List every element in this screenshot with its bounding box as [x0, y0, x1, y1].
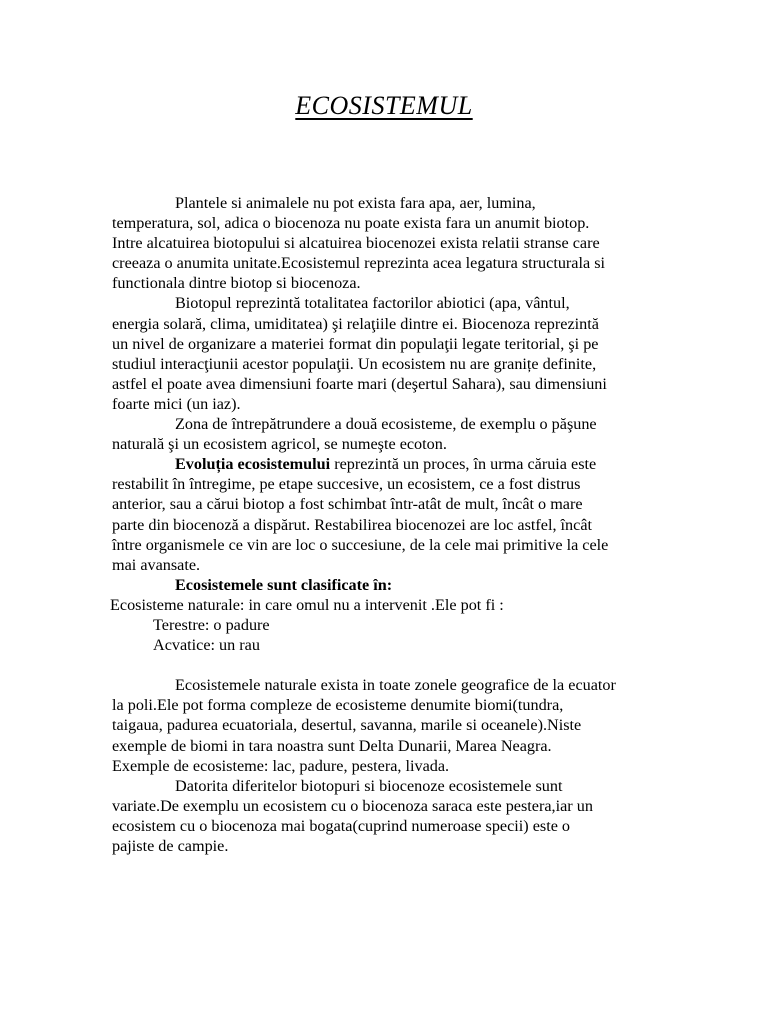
document-title: ECOSISTEMUL	[295, 91, 473, 120]
paragraph-6-line: ecosistem cu o biocenoza mai bogata(cuprind numeroase specii) este o	[112, 816, 571, 835]
paragraph-5-line: Ecosistemele naturale exista in toate zonele geografice de la ecuator	[175, 676, 616, 695]
aquatic-item: Acvatice: un rau	[153, 636, 260, 655]
paragraph-1-line: Plantele si animalele nu pot exista fara apa, aer, lumina,	[175, 194, 536, 212]
paragraph-3-line: naturală şi un ecosistem agricol, se numeşte ecoton.	[112, 435, 447, 454]
paragraph-2-line: Biotopul reprezintă totalitatea factorilor abiotici (apa, vântul,	[175, 294, 570, 313]
paragraph-1-line: creeaza o anumita unitate.Ecosistemul reprezinta acea legatura structurala si	[112, 254, 606, 273]
paragraph-5-line: la poli.Ele pot forma compleze de ecosisteme denumite biomi(tundra,	[112, 696, 564, 715]
classification-heading-text: Ecosistemele sunt clasificate în:	[175, 575, 393, 594]
terrestrial-item: Terestre: o padure	[153, 615, 270, 634]
paragraph-2-line: un nivel de organizare a materiei format din populaţii legate teritorial, şi pe	[112, 334, 599, 353]
paragraph-4-line: anterior, sau a cărui biotop a fost schimbat într-atât de mult, încât o mare	[112, 495, 583, 514]
paragraph-4-first-line	[112, 454, 672, 474]
paragraph-2-line: foarte mici (un iaz).	[112, 394, 241, 413]
paragraph-2-line: studiul interacţiunii acestor populaţii. Un ecosistem nu are granițe definite,	[112, 354, 597, 373]
paragraph-6-line: variate.De exemplu un ecosistem cu o biocenoza saraca este pestera,iar un	[112, 796, 593, 815]
paragraph-4-line: restabilit în întregime, pe etape succesive, un ecosistem, ce a fost distrus	[112, 475, 581, 494]
paragraph-1-line: functionala dintre biotop si biocenoza.	[112, 274, 361, 293]
paragraph-5-line: Exemple de ecosisteme: lac, padure, pestera, livada.	[112, 756, 450, 775]
paragraph-4-line: parte din biocenoză a dispărut. Restabilirea biocenozei are loc astfel, încât	[112, 515, 593, 534]
natural-ecosystems-line: Ecosisteme naturale: in care omul nu a intervenit .Ele pot fi :	[110, 595, 504, 614]
paragraph-3-line: Zona de întrepătrundere a două ecosisteme, de exemplu o păşune	[175, 415, 597, 434]
blank-line	[112, 655, 672, 675]
paragraph-6-line: Datorita diferitelor biotopuri si biocenoze ecosistemele sunt	[175, 776, 563, 795]
paragraph-2-line: energia solară, clima, umiditatea) şi relaţiile dintre ei. Biocenoza reprezintă	[112, 314, 599, 333]
paragraph-1-line: Intre alcatuirea biotopului si alcatuirea biocenozei exista relatii stranse care	[112, 234, 600, 253]
evolution-term: Evoluția ecosistemului	[175, 455, 331, 474]
paragraph-4-line: mai avansate.	[112, 555, 201, 574]
paragraph-6-line: pajiste de campie.	[112, 837, 229, 855]
classification-heading	[112, 575, 672, 595]
paragraph-4-line: între organismele ce vin are loc o succesiune, de la cele mai primitive la cele	[112, 535, 609, 554]
paragraph-5-line: exemple de biomi in tara noastra sunt Delta Dunarii, Marea Neagra.	[112, 736, 552, 755]
document-body	[112, 193, 672, 856]
paragraph-1-line: temperatura, sol, adica o biocenoza nu poate exista fara un anumit biotop.	[112, 214, 590, 233]
paragraph-2-line: astfel el poate avea dimensiuni foarte mari (deşertul Sahara), sau dimensiuni	[112, 374, 607, 393]
paragraph-4-first-rest: reprezintă un proces, în urma căruia este	[330, 455, 597, 474]
paragraph-5-line: taigaua, padurea ecuatoriala, desertul, savanna, marile si oceanele).Niste	[112, 716, 582, 735]
